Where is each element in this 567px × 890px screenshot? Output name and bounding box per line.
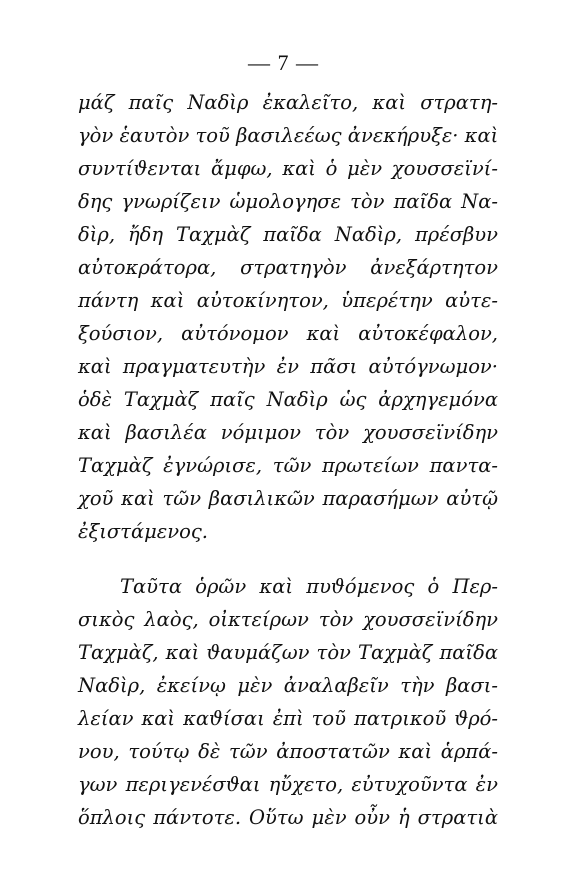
text-line: λείαν καὶ καϑίσαι ἐπὶ τοῦ πατρικοῦ ϑρό- [78, 707, 498, 730]
text-line: ξούσιον, αὐτόνομον καὶ αὐτοκέφαλον, [78, 322, 498, 345]
text-line: πάντη καὶ αὐτοκίνητον, ὑπερέτην αὐτε- [78, 289, 498, 312]
text-line: ἐξιστάμενος. [78, 520, 208, 543]
paragraph-2 [78, 570, 498, 834]
text-line: αὐτοκράτορα, στρατηγὸν ἀνεξάρτητον [78, 256, 498, 279]
text-line: συντίϑενται ἄμφω, καὶ ὁ μὲν χουσσεϊνί- [78, 157, 498, 180]
text-line: μάζ παῖς Ναδὶρ ἐκαλεῖτο, καὶ στρατη- [78, 91, 498, 114]
text-line: Ταῦτα ὁρῶν καὶ πυϑόμενος ὁ Περ- [120, 575, 498, 598]
text-line: γὸν ἑαυτὸν τοῦ βασιλεέως ἀνεκήρυξε· καὶ [78, 124, 499, 147]
text-line: δης γνωρίζειν ὡμολογησε τὸν παῖδα Να- [78, 190, 498, 213]
text-line: ὁδὲ Ταχμὰζ παῖς Ναδὶρ ὡς ἀρχηγεμόνα [78, 388, 498, 411]
text-line: Ναδὶρ, ἐκείνῳ μὲν ἀναλαβεῖν τὴν βασι- [78, 674, 498, 697]
paragraph-1 [78, 86, 498, 548]
text-line: σικὸς λαὸς, οἰκτείρων τὸν χουσσεϊνίδην [78, 608, 498, 631]
text-line: δὶρ, ἤδη Ταχμὰζ παῖδα Ναδὶρ, πρέσβυν [78, 223, 498, 246]
text-line: ὅπλοις πάντοτε. Οὕτω μὲν οὖν ἡ στρατιὰ [78, 806, 498, 829]
text-line: καὶ πραγματευτὴν ἐν πᾶσι αὐτόγνωμον· [78, 355, 498, 378]
text-line: νου, τούτῳ δὲ τῶν ἀποστατῶν καὶ ἁρπά- [78, 740, 498, 763]
text-line: γων περιγενέσϑαι ηὔχετο, εὐτυχοῦντα ἐν [78, 773, 498, 796]
text-line: Ταχμὰζ, καὶ ϑαυμάζων τὸν Ταχμὰζ παῖδα [78, 641, 498, 664]
page-number: — 7 — [248, 50, 319, 75]
text-line: καὶ βασιλέα νόμιμον τὸν χουσσεϊνίδην [78, 421, 498, 444]
text-line: Ταχμὰζ ἐγνώρισε, τῶν πρωτείων παντα- [78, 454, 498, 477]
text-line: χοῦ καὶ τῶν βασιλικῶν παρασήμων αὐτῷ [78, 487, 498, 510]
